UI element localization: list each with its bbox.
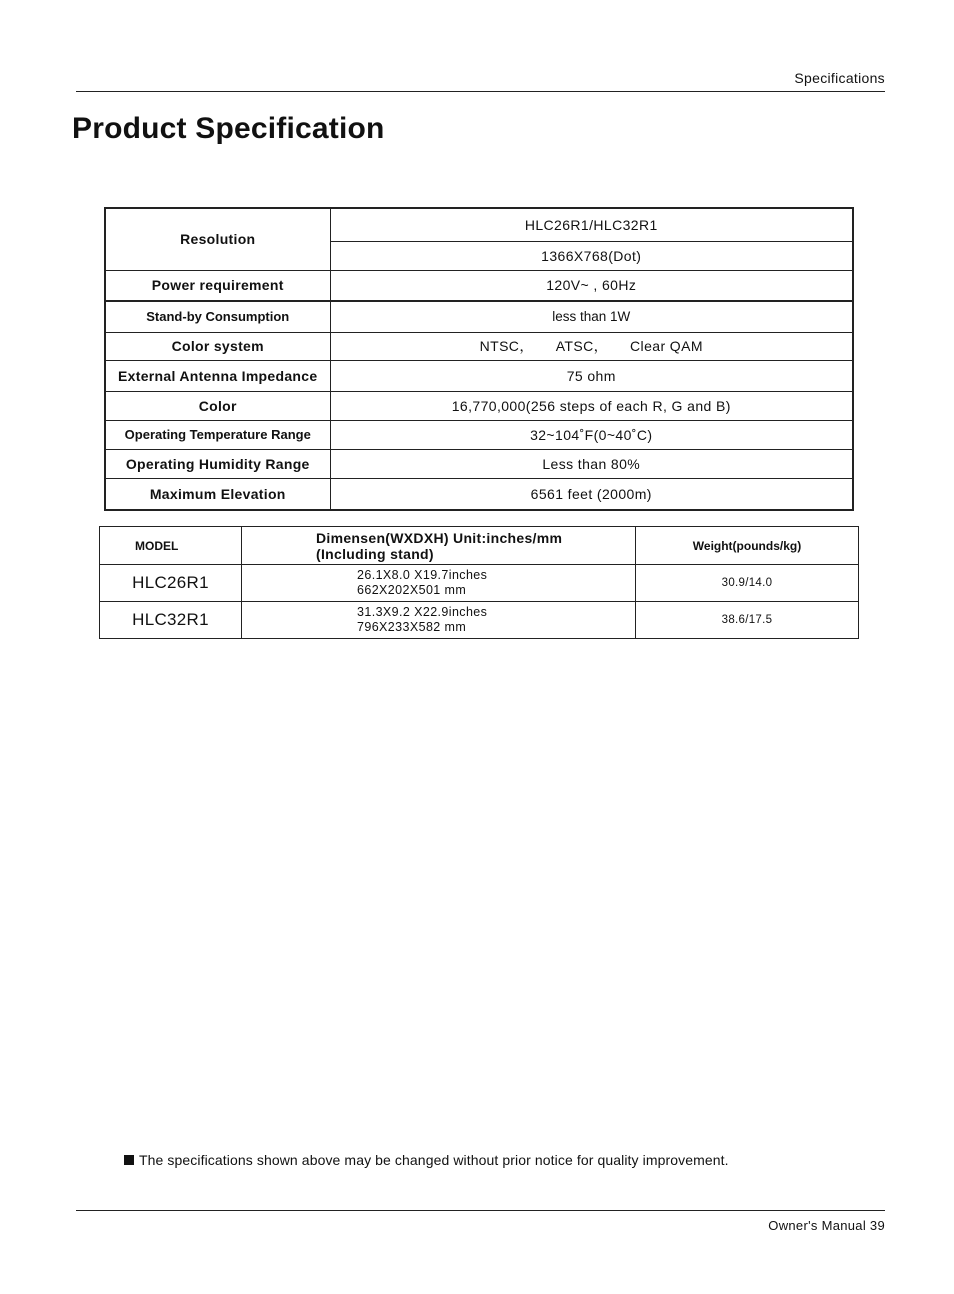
table-row — [100, 565, 859, 602]
spec-models: HLC26R1/HLC32R1 — [330, 208, 853, 241]
dim-mm: 796X233X582 mm — [357, 620, 467, 634]
page-title: Product Specification — [72, 112, 385, 145]
spec-row — [105, 360, 853, 391]
spec-value: 16,770,000(256 steps of each R, G and B) — [330, 391, 853, 420]
spec-label: Color system — [105, 332, 330, 360]
disclaimer-text: The specifications shown above may be changed without prior notice for quality improvement. — [139, 1152, 729, 1168]
model-name: HLC32R1 — [100, 602, 242, 639]
spec-row — [105, 449, 853, 478]
spec-value: 32~104˚F(0~40˚C) — [330, 420, 853, 449]
spec-value: less than 1W — [330, 301, 853, 332]
spec-label: Maximum Elevation — [105, 478, 330, 510]
header-model: MODEL — [100, 527, 242, 565]
spec-row-resolution — [105, 208, 853, 241]
model-table-header — [100, 527, 859, 565]
spec-label: Stand-by Consumption — [105, 301, 330, 332]
color-system-qam: Clear QAM — [630, 338, 703, 354]
spec-label: External Antenna Impedance — [105, 360, 330, 391]
spec-value — [330, 332, 853, 360]
square-bullet-icon — [124, 1155, 134, 1165]
header-rule — [76, 91, 885, 92]
model-dimensions — [242, 602, 636, 639]
spec-label: Operating Temperature Range — [105, 420, 330, 449]
spec-row — [105, 391, 853, 420]
header-weight: Weight(pounds/kg) — [636, 527, 859, 565]
footer-rule — [76, 1210, 885, 1211]
header-dimension — [242, 527, 636, 565]
color-system-ntsc: NTSC， — [479, 338, 534, 354]
spec-row — [105, 478, 853, 510]
spec-value: 75 ohm — [330, 360, 853, 391]
model-weight: 38.6/17.5 — [636, 602, 859, 639]
spec-row — [105, 301, 853, 332]
spec-label: Operating Humidity Range — [105, 449, 330, 478]
spec-row — [105, 270, 853, 301]
spec-value: Less than 80% — [330, 449, 853, 478]
dim-inches: 31.3X9.2 X22.9inches — [357, 605, 488, 619]
dim-inches: 26.1X8.0 X19.7inches — [357, 568, 488, 582]
spec-value: 6561 feet (2000m) — [330, 478, 853, 510]
spec-label: Color — [105, 391, 330, 420]
table-row — [100, 602, 859, 639]
spec-row — [105, 332, 853, 360]
spec-table — [104, 207, 854, 511]
model-name: HLC26R1 — [100, 565, 242, 602]
section-header: Specifications — [794, 70, 885, 86]
header-dimension-line2: (Including stand) — [316, 545, 434, 562]
spec-value: 120V~ , 60Hz — [330, 270, 853, 301]
model-table — [99, 526, 859, 639]
spec-label: Power requirement — [105, 270, 330, 301]
spec-label-resolution: Resolution — [105, 208, 330, 270]
footer-page-label: Owner's Manual 39 — [768, 1218, 885, 1233]
color-system-atsc: ATSC， — [555, 338, 609, 354]
dim-mm: 662X202X501 mm — [357, 583, 467, 597]
spec-row — [105, 420, 853, 449]
disclaimer-note — [124, 1152, 729, 1168]
spec-value-resolution: 1366X768(Dot) — [330, 241, 853, 270]
model-weight: 30.9/14.0 — [636, 565, 859, 602]
header-dimension-line1: Dimensen(WXDXH) Unit:inches/mm — [316, 529, 563, 546]
model-dimensions — [242, 565, 636, 602]
